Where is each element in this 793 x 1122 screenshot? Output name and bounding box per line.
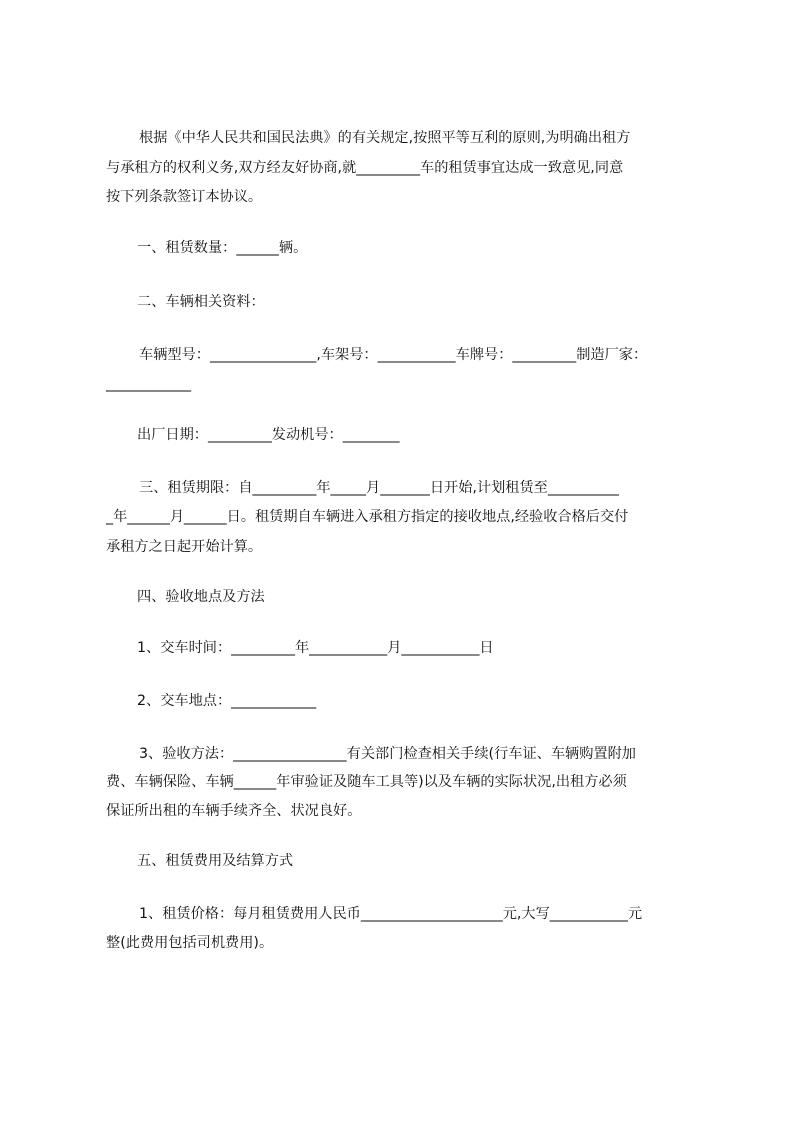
section-4-item-3-line-1: 3、验收方法：________________有关部门检查相关手续(行车证、车辆购置附加 [139,746,636,762]
section-4-heading: 四、验收地点及方法 [137,589,265,605]
preamble-line-3: 按下列条款签订本协议。 [106,189,263,205]
preamble-line-1: 根据《中华人民共和国民法典》的有关规定,按照平等互利的原则,为明确出租方 [139,130,631,146]
section-4-item-1: 1、交车时间：_________年___________月___________日 [137,640,494,656]
vehicle-info-line-2: ____________ [106,376,192,392]
section-4-item-3-line-3: 保证所出租的车辆手续齐全、状况良好。 [106,803,362,819]
section-5-heading: 五、租赁费用及结算方式 [137,853,294,869]
preamble-line-2: 与承租方的权利义务,双方经友好协商,就_________车的租赁事宜达成一致意见,同意 [106,160,624,176]
section-5-item-1-line-2: 整(此费用包括司机费用)。 [106,935,274,951]
vehicle-info-line-1: 车辆型号：_______________,车架号：___________车牌号：_________制造厂家： [139,347,648,363]
section-2-heading: 二、车辆相关资料： [137,294,265,310]
section-4-item-3-line-2: 费、车辆保险、车辆______年审验证及随车工具等)以及车辆的实际状况,出租方必须 [106,774,627,790]
section-3-line-3: 承租方之日起开始计算。 [106,539,263,555]
section-5-item-1-line-1: 1、租赁价格：每月租赁费用人民币____________________元,大写___________元 [139,906,643,922]
section-4-item-2: 2、交车地点：____________ [137,693,317,709]
section-3-line-1: 三、租赁期限：自_________年_____月_______日开始,计划租赁至__________ [139,480,619,496]
section-3-line-2: _年______月______日。租赁期自车辆进入承租方指定的接收地点,经验收合格后交付 [106,509,629,525]
vehicle-info-line-3: 出厂日期：_________发动机号：________ [137,427,400,443]
section-1-heading: 一、租赁数量：______辆。 [137,240,308,256]
